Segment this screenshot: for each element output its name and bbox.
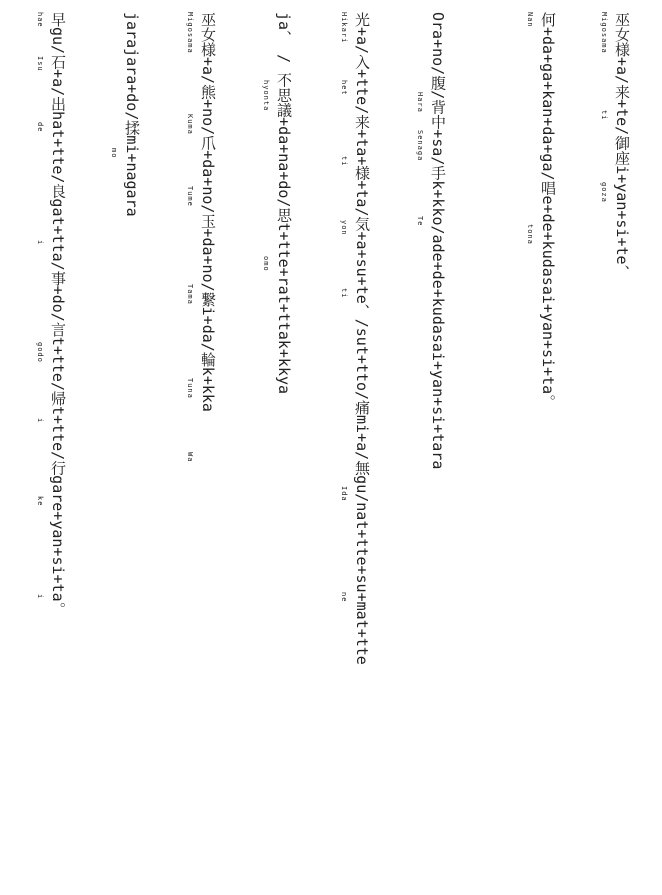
ruby-gloss: de (36, 122, 44, 133)
ruby-gloss: hae (36, 12, 44, 28)
ruby-gloss: Nan (526, 12, 534, 28)
ruby-gloss: Tume (186, 186, 194, 207)
text-line: 巫女様+a/熊+no/爪+da+no/玉+da+no/繋i+da/輪k+kka (199, 12, 217, 412)
text-line: Ora+no/腹/背中+sa/手k+kko/ade+de+kudasai+yan+si+tara (429, 12, 447, 470)
text-column-5 (252, 12, 296, 882)
ruby-gloss: godo (36, 342, 44, 363)
ruby-gloss: Migosama (186, 12, 194, 54)
ruby-gloss: ti (340, 288, 348, 299)
ruby-gloss: Hara (416, 92, 424, 113)
text-line: 何+da+ga+kan+da+ga/唱e+de+kudasai+yan+si+ta。 (539, 12, 557, 410)
text-column-4 (330, 12, 374, 882)
ruby-gloss: Tuna (186, 378, 194, 399)
text-line: 巫女様+a/来+te/御座i+yan+si+te、 (613, 12, 631, 280)
text-line: 早gu/石+a/出hat+tte/良gat+tta/事+do/言t+tte/帰t+tte/行gare+yan+si+ta。 (49, 12, 67, 617)
ruby-gloss: ti (340, 156, 348, 167)
ruby-gloss: Isu (36, 56, 44, 72)
ruby-gloss: goza (600, 182, 608, 203)
ruby-gloss: tona (526, 224, 534, 245)
text-column-8 (26, 12, 70, 882)
ruby-gloss: ne (340, 592, 348, 603)
text-line: jarajara+do/揉mi+nagara (123, 12, 141, 217)
text-column-2 (516, 12, 560, 882)
ruby-gloss: Senaga (416, 130, 424, 162)
ruby-gloss: Wa (186, 452, 194, 463)
ruby-gloss: i (36, 240, 44, 246)
ruby-gloss: hyonta (262, 80, 270, 112)
text-line: ja、 / 不思議+da+na+do/思t+tte+rat+ttak+kkya (275, 12, 293, 395)
ruby-gloss: mo (110, 148, 118, 159)
ruby-gloss: ke (36, 496, 44, 507)
ruby-gloss: het (340, 80, 348, 96)
ruby-gloss: yon (340, 220, 348, 236)
ruby-gloss: Kuma (186, 114, 194, 135)
ruby-gloss: Te (416, 216, 424, 227)
ruby-gloss: i (36, 594, 44, 600)
ruby-gloss: Hikari (340, 12, 348, 44)
ruby-gloss: Tama (186, 284, 194, 305)
ruby-gloss: Migosama (600, 12, 608, 54)
text-column-1 (590, 12, 634, 882)
text-column-7 (100, 12, 144, 882)
ruby-gloss: omo (262, 256, 270, 272)
ruby-gloss: ti (600, 110, 608, 121)
text-column-6 (176, 12, 220, 882)
text-line: 光+a/入+tte/来+ta+様+ta/気+a+su+te、/sut+tto/痛mi+a/無gu/nat+tte+su+mat+tte (353, 12, 371, 665)
text-column-3 (406, 12, 450, 882)
ruby-gloss: Ida (340, 486, 348, 502)
ruby-gloss: i (36, 418, 44, 424)
